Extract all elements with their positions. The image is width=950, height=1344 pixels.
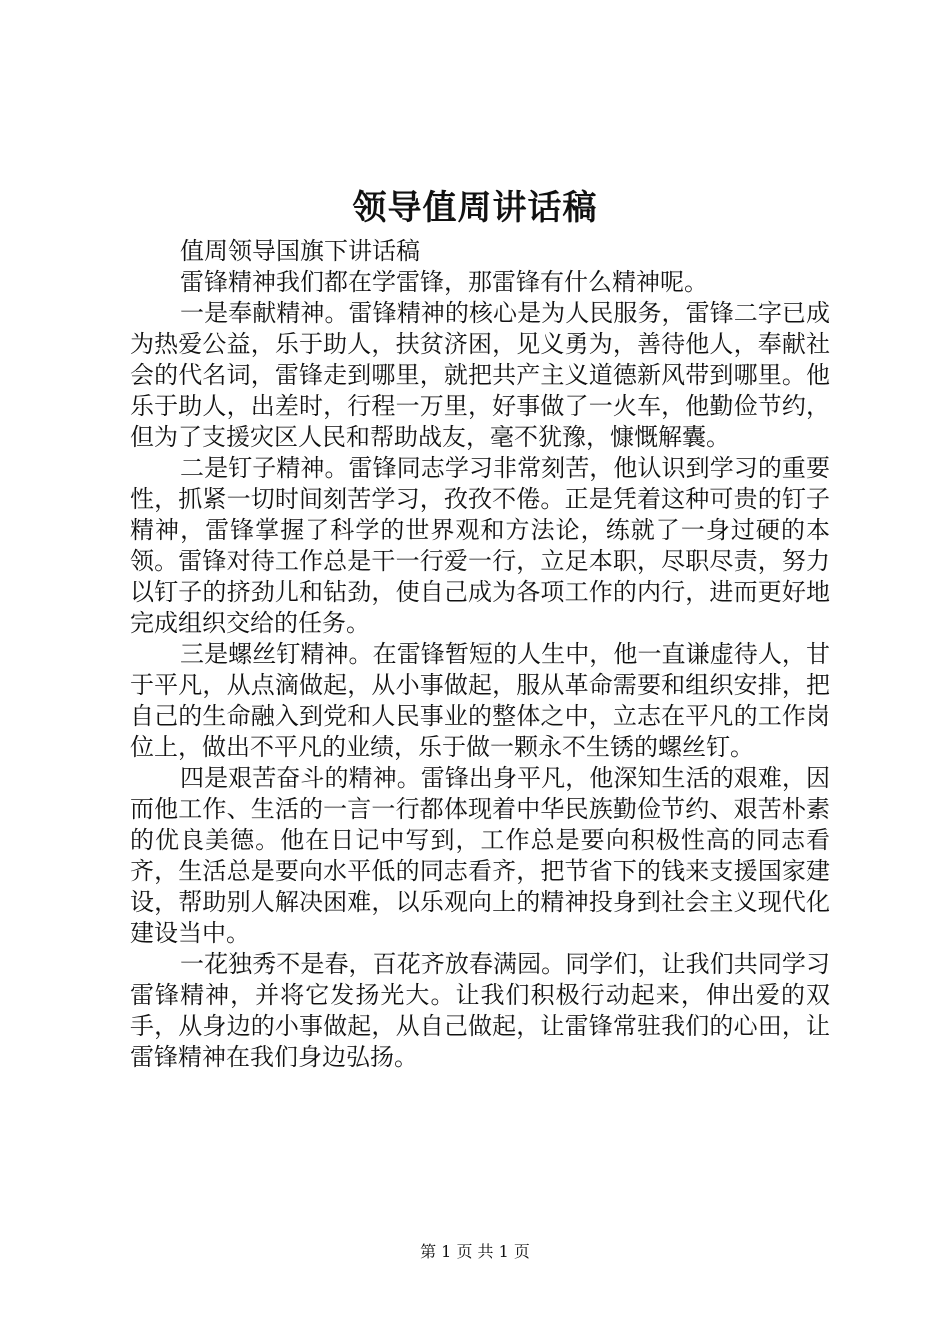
page-footer: 第 1 页 共 1 页 (420, 1242, 530, 1261)
subtitle-paragraph: 值周领导国旗下讲话稿 (180, 237, 420, 265)
body-paragraph-dedication: 一是奉献精神。雷锋精神的核心是为人民服务，雷锋二字已成为热爱公益，乐于助人，扶贫济困，见义勇为，善待他人，奉献社会的代名词，雷锋走到哪里，就把共产主义道德新风带到哪里。他乐于助人，出差时，行程一万里，好事做了一火车，他勤俭节约，但为了支援灾区人民和帮助战友，毫不犹豫，慷慨解囊。 (130, 299, 830, 451)
document-title: 领导值周讲话稿 (352, 188, 598, 228)
body-paragraph-hard-work: 四是艰苦奋斗的精神。雷锋出身平凡，他深知生活的艰难，因而他工作、生活的一言一行都体现着中华民族勤俭节约、艰苦朴素的优良美德。他在日记中写到，工作总是要向积极性高的同志看齐，生活总是要向水平低的同志看齐，把节省下的钱来支援国家建设，帮助别人解决困难，以乐观向上的精神投身到社会主义现代化建设当中。 (130, 764, 830, 947)
body-paragraph-nail-spirit: 二是钉子精神。雷锋同志学习非常刻苦，他认识到学习的重要性，抓紧一切时间刻苦学习，孜孜不倦。正是凭着这种可贵的钉子精神，雷锋掌握了科学的世界观和方法论，练就了一身过硬的本领。雷锋对待工作总是干一行爱一行，立足本职，尽职尽责，努力以钉子的挤劲儿和钻劲，使自己成为各项工作的内行，进而更好地完成组织交给的任务。 (130, 454, 830, 637)
intro-paragraph: 雷锋精神我们都在学雷锋，那雷锋有什么精神呢。 (180, 268, 708, 296)
closing-paragraph: 一花独秀不是春，百花齐放春满园。同学们，让我们共同学习雷锋精神，并将它发扬光大。让我们积极行动起来，伸出爱的双手，从身边的小事做起，从自己做起，让雷锋常驻我们的心田，让雷锋精神在我们身边弘扬。 (130, 950, 830, 1071)
document-body (130, 236, 830, 1073)
body-paragraph-screw-spirit: 三是螺丝钉精神。在雷锋暂短的人生中，他一直谦虚待人，甘于平凡，从点滴做起，从小事做起，服从革命需要和组织安排，把自己的生命融入到党和人民事业的整体之中，立志在平凡的工作岗位上，做出不平凡的业绩，乐于做一颗永不生锈的螺丝钉。 (130, 640, 830, 761)
